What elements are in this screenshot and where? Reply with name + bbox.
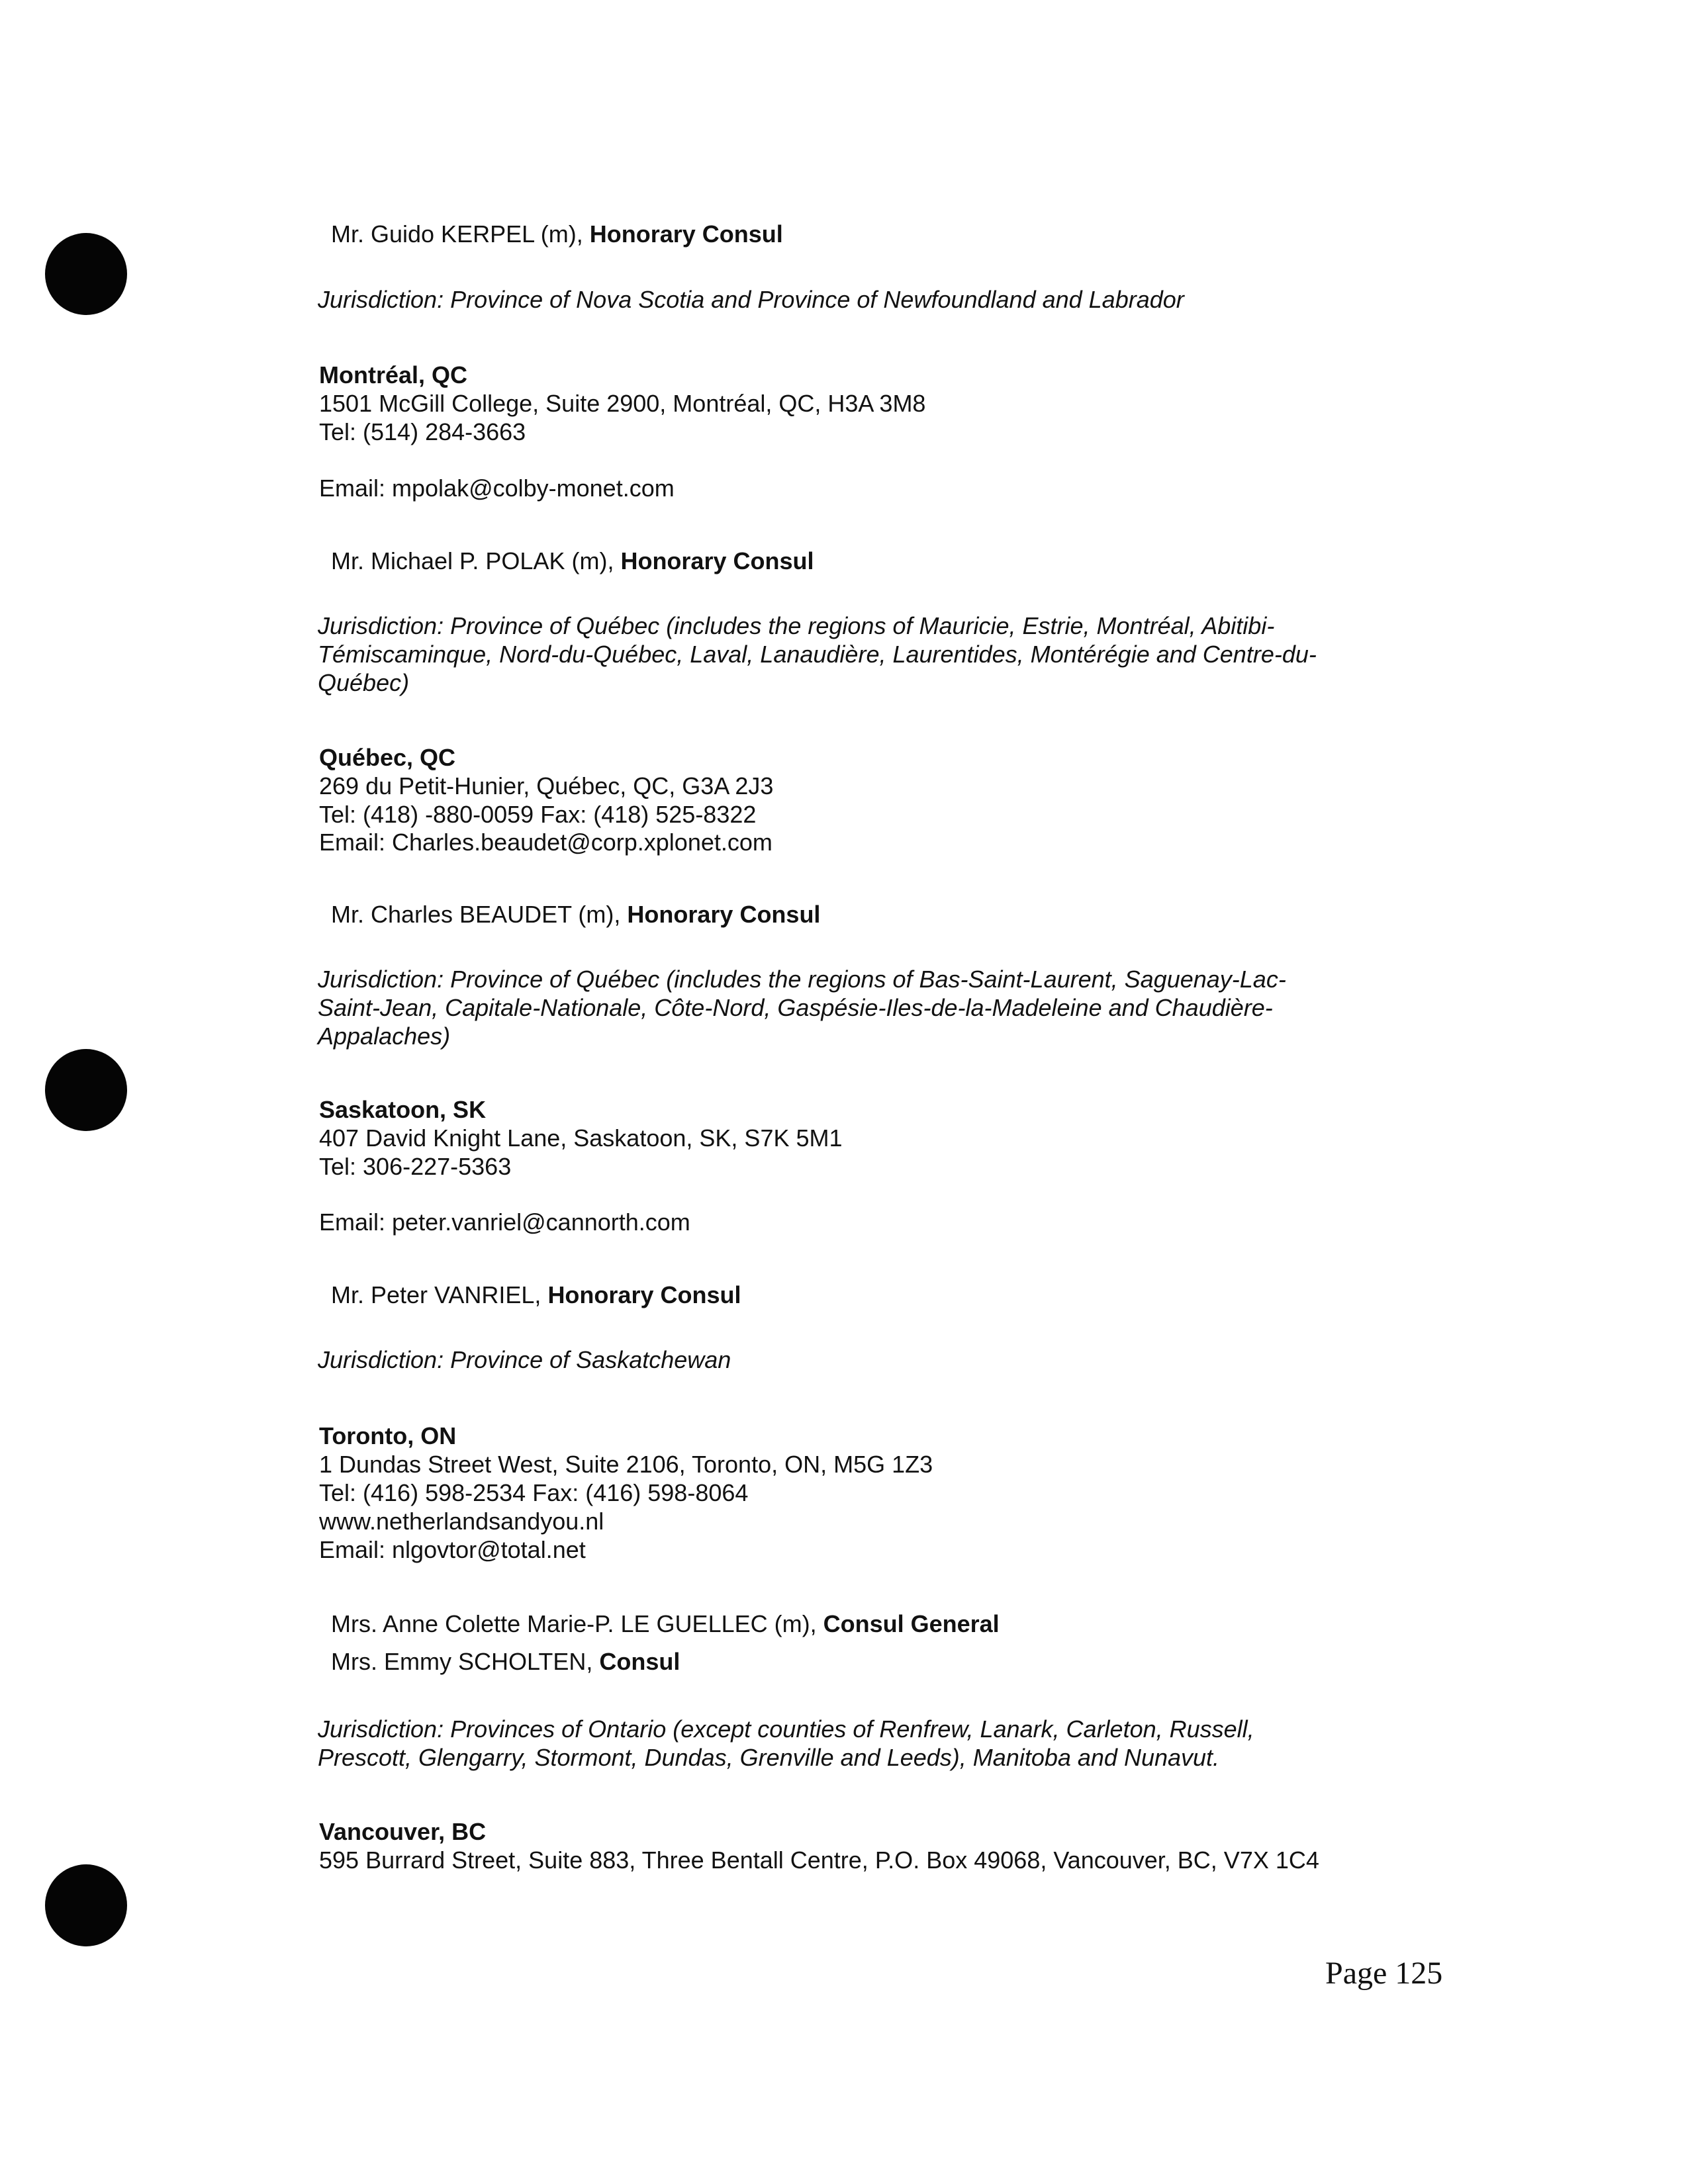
consul-title: Honorary Consul [547, 1281, 741, 1308]
jurisdiction-text: Province of Nova Scotia and Province of Newfoundland and Labrador [444, 286, 1184, 313]
city-heading-vancouver: Vancouver, BC [319, 1818, 487, 1845]
jurisdiction-label: Jurisdiction: [318, 1715, 444, 1743]
tel-quebec: Tel: (418) -880-0059 Fax: (418) 525-8322 [319, 801, 757, 828]
punch-hole-top [45, 233, 127, 315]
city-heading-saskatoon: Saskatoon, SK [319, 1096, 487, 1123]
consul-line-polak [331, 547, 814, 575]
jurisdiction-text: Province of Québec (includes the regions of Mauricie, Estrie, Montréal, Abitibi- [444, 612, 1275, 639]
address-quebec: 269 du Petit-Hunier, Québec, QC, G3A 2J3 [319, 772, 774, 799]
jurisdiction-quebec-line2: Saint-Jean, Capitale-Nationale, Côte-Nord, Gaspésie-Iles-de-la-Madeleine and Chaudière- [318, 994, 1273, 1021]
consul-name: Mr. Guido KERPEL (m), [331, 220, 590, 248]
website-toronto: www.netherlandsandyou.nl [319, 1508, 604, 1535]
jurisdiction-text: Province of Québec (includes the regions of Bas-Saint-Laurent, Saguenay-Lac- [444, 966, 1286, 993]
email-quebec: Email: Charles.beaudet@corp.xplonet.com [319, 829, 773, 856]
email-toronto: Email: nlgovtor@total.net [319, 1536, 586, 1563]
jurisdiction-text: Province of Saskatchewan [444, 1346, 731, 1373]
consul-name: Mrs. Anne Colette Marie-P. LE GUELLEC (m), [331, 1610, 823, 1637]
punch-hole-bottom [45, 1864, 127, 1946]
consul-name: Mr. Michael P. POLAK (m), [331, 547, 621, 574]
jurisdiction-montreal-line2: Témiscaminque, Nord-du-Québec, Laval, Lanaudière, Laurentides, Montérégie and Centre-du- [318, 641, 1317, 668]
jurisdiction-label: Jurisdiction: [318, 966, 444, 993]
email-montreal: Email: mpolak@colby-monet.com [319, 475, 675, 502]
jurisdiction-label: Jurisdiction: [318, 1346, 444, 1373]
punch-hole-middle [45, 1049, 127, 1131]
jurisdiction-montreal-line1 [318, 612, 1274, 640]
consul-title: Honorary Consul [589, 220, 783, 248]
page-number: Page 125 [1325, 1956, 1443, 1991]
jurisdiction-label: Jurisdiction: [318, 612, 444, 639]
address-toronto: 1 Dundas Street West, Suite 2106, Toronto, ON, M5G 1Z3 [319, 1451, 933, 1478]
tel-toronto: Tel: (416) 598-2534 Fax: (416) 598-8064 [319, 1479, 749, 1506]
consul-name: Mr. Charles BEAUDET (m), [331, 901, 628, 928]
address-montreal: 1501 McGill College, Suite 2900, Montréal, QC, H3A 3M8 [319, 390, 926, 417]
consul-line-le-guellec [331, 1610, 1000, 1638]
city-heading-toronto: Toronto, ON [319, 1422, 457, 1449]
jurisdiction-toronto-line2: Prescott, Glengarry, Stormont, Dundas, Grenville and Leeds), Manitoba and Nunavut. [318, 1744, 1220, 1771]
jurisdiction-toronto-line1 [318, 1715, 1254, 1743]
email-saskatoon: Email: peter.vanriel@cannorth.com [319, 1208, 690, 1236]
address-vancouver: 595 Burrard Street, Suite 883, Three Bentall Centre, P.O. Box 49068, Vancouver, BC, V7X 1C4 [319, 1846, 1319, 1874]
jurisdiction-label: Jurisdiction: [318, 286, 444, 313]
consul-name: Mrs. Emmy SCHOLTEN, [331, 1648, 600, 1675]
jurisdiction-saskatoon [318, 1346, 731, 1374]
consul-line-vanriel [331, 1281, 741, 1309]
consul-title: Consul [599, 1648, 680, 1675]
tel-saskatoon: Tel: 306-227-5363 [319, 1153, 512, 1180]
jurisdiction-montreal-line3: Québec) [318, 669, 410, 696]
consul-line-beaudet [331, 901, 820, 929]
jurisdiction-kerpel [318, 286, 1184, 314]
consul-line-scholten [331, 1648, 680, 1676]
jurisdiction-quebec-line1 [318, 966, 1286, 993]
jurisdiction-text: Provinces of Ontario (except counties of Renfrew, Lanark, Carleton, Russell, [444, 1715, 1254, 1743]
consul-name: Mr. Peter VANRIEL, [331, 1281, 548, 1308]
consul-title: Honorary Consul [620, 547, 814, 574]
address-saskatoon: 407 David Knight Lane, Saskatoon, SK, S7K 5M1 [319, 1124, 843, 1152]
consul-title: Consul General [823, 1610, 1000, 1637]
city-heading-montreal: Montréal, QC [319, 361, 468, 388]
tel-montreal: Tel: (514) 284-3663 [319, 418, 526, 445]
consul-title: Honorary Consul [627, 901, 821, 928]
city-heading-quebec: Québec, QC [319, 744, 456, 771]
jurisdiction-quebec-line3: Appalaches) [318, 1023, 451, 1050]
consul-line-kerpel [331, 220, 783, 248]
